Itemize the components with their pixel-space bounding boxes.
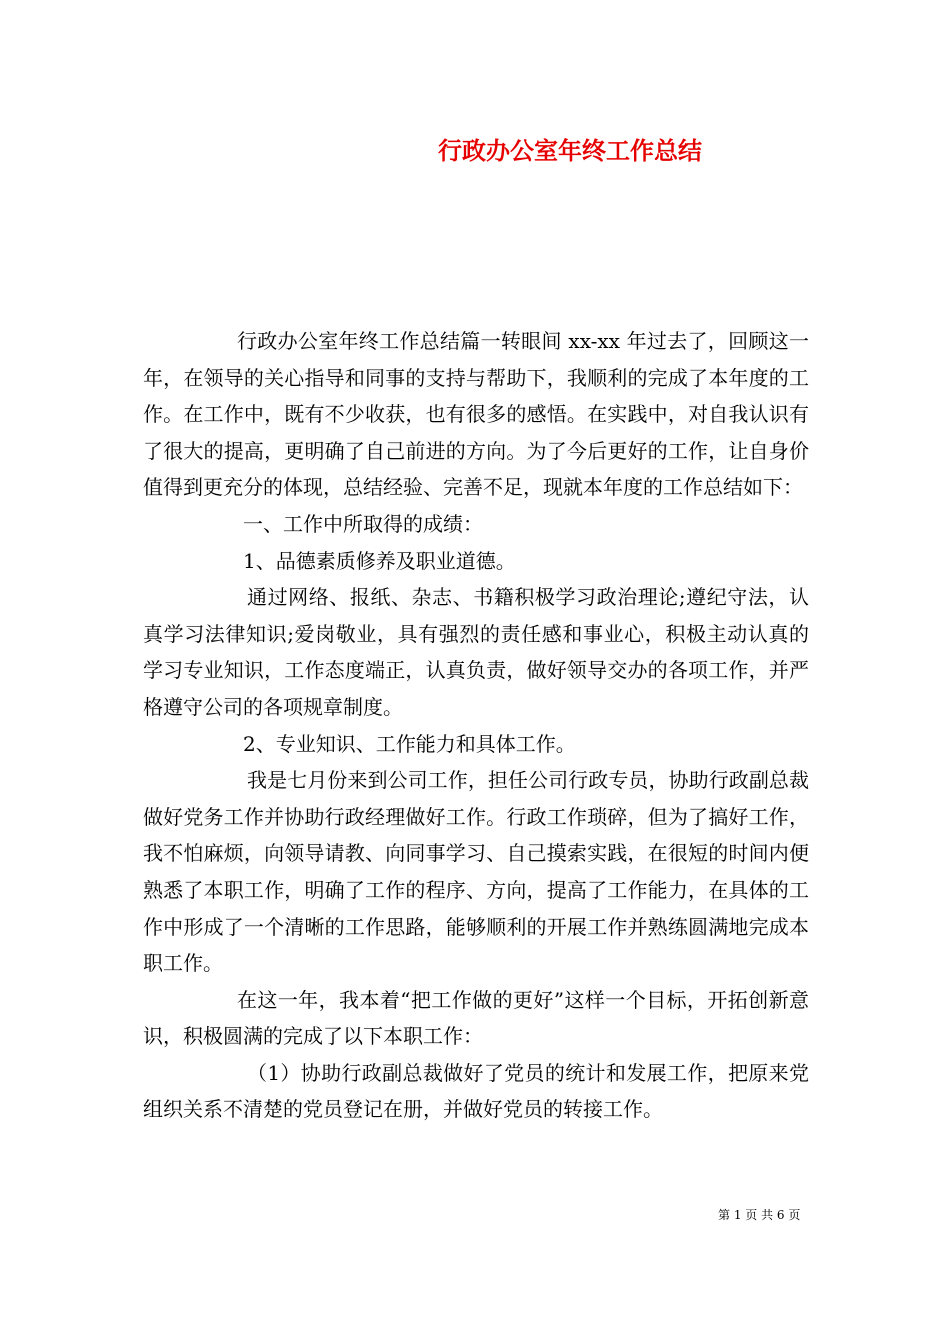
document-body bbox=[143, 323, 809, 1128]
document-title: 行政办公室年终工作总结 bbox=[438, 136, 702, 165]
paragraph-ethics: 通过网络、报纸、杂志、书籍积极学习政治理论;遵纪守法，认真学习法律知识;爱岗敬业，具有强烈的责任感和事业心，积极主动认真的学习专业知识，工作态度端正，认真负责，做好领导交办的各项工作，并严格遵守公司的各项规章制度。 bbox=[143, 585, 809, 719]
page-number-footer: 第 1 页 共 6 页 bbox=[718, 1208, 801, 1222]
paragraph-goal: 在这一年，我本着“把工作做的更好”这样一个目标，开拓创新意识，积极圆满的完成了以下本职工作： bbox=[143, 987, 809, 1049]
paragraph-skills: 我是七月份来到公司工作，担任公司行政专员，协助行政副总裁做好党务工作并协助行政经理做好工作。行政工作琐碎，但为了搞好工作，我不怕麻烦，向领导请教、向同事学习、自己摸索实践，在很短的时间内便熟悉了本职工作，明确了工作的程序、方向，提高了工作能力，在具体的工作中形成了一个清晰的工作思路，能够顺利的开展工作并熟练圆满地完成本职工作。 bbox=[143, 768, 809, 976]
section-heading-achievements: 一、工作中所取得的成绩： bbox=[243, 511, 483, 536]
paragraph-item-1: （1）协助行政副总裁做好了党员的统计和发展工作，把原来党组织关系不清楚的党员登记在册，并做好党员的转接工作。 bbox=[143, 1060, 809, 1122]
subsection-heading-skills: 2、专业知识、工作能力和具体工作。 bbox=[243, 731, 576, 756]
subsection-heading-ethics: 1、品德素质修养及职业道德。 bbox=[243, 548, 516, 573]
paragraph-intro: 行政办公室年终工作总结篇一转眼间 xx-xx 年过去了，回顾这一年，在领导的关心指导和同事的支持与帮助下，我顺利的完成了本年度的工作。在工作中，既有不少收获，也有很多的感悟。在实践中，对自我认识有了很大的提高，更明确了自己前进的方向。为了今后更好的工作，让自身价值得到更充分的体现，总结经验、完善不足，现就本年度的工作总结如下： bbox=[143, 329, 809, 500]
